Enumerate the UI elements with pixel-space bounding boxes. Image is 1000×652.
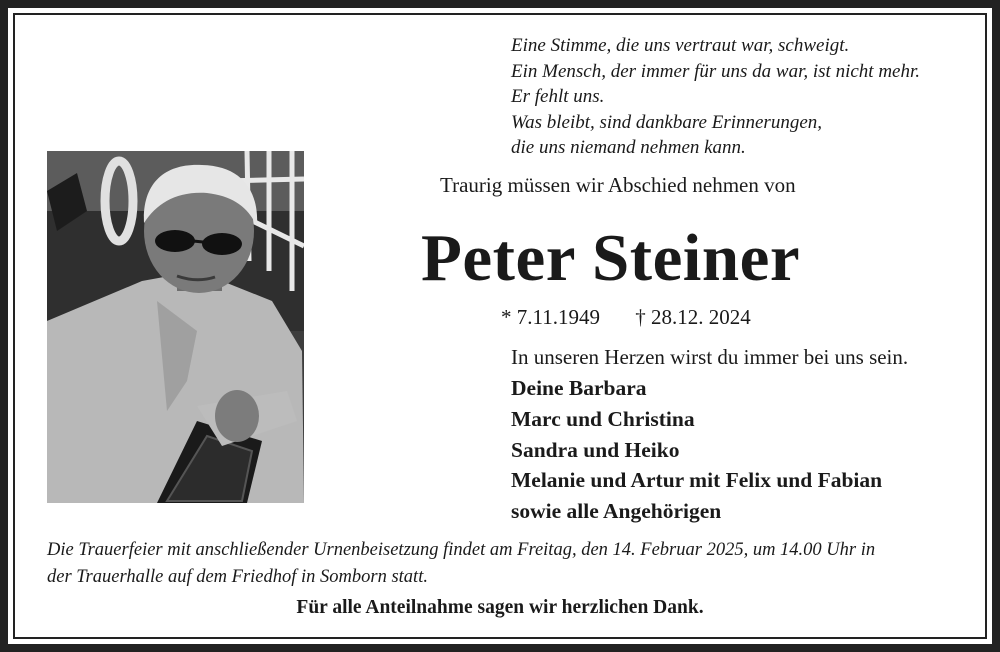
poem [511, 33, 920, 161]
memorial-line: In unseren Herzen wirst du immer bei uns sein. [511, 345, 909, 369]
family-member: sowie alle Angehörigen [511, 499, 722, 524]
family-member: Melanie und Artur mit Felix und Fabian [511, 468, 883, 493]
death-date: † 28.12. 2024 [635, 305, 751, 329]
poem-line: die uns niemand nehmen kann. [511, 137, 746, 158]
family-list [511, 373, 882, 527]
funeral-line: Die Trauerfeier mit anschließender Urnenbeisetzung findet am Freitag, den 14. Februar 2025, um 14.00 Uhr in [47, 540, 876, 560]
life-dates [501, 305, 751, 330]
family-member: Marc und Christina [511, 406, 695, 431]
birth-date: * 7.11.1949 [501, 305, 600, 329]
poem-line: Was bleibt, sind dankbare Erinnerungen, [511, 111, 823, 133]
deceased-name: Peter Steiner [421, 221, 801, 295]
family-member: Sandra und Heiko [511, 437, 680, 462]
portrait-photo [47, 151, 304, 503]
funeral-notice [47, 537, 875, 591]
poem-line: Er fehlt uns. [511, 86, 605, 107]
thanks-line: Für alle Anteilnahme sagen wir herzlichen Dank. [296, 597, 704, 618]
family-member: Deine Barbara [511, 376, 647, 400]
poem-line: Eine Stimme, die uns vertraut war, schweigt. [511, 35, 850, 56]
funeral-line: der Trauerhalle auf dem Friedhof in Somborn statt. [47, 567, 428, 587]
poem-line: Ein Mensch, der immer für uns da war, ist nicht mehr. [511, 60, 921, 82]
intro-text: Traurig müssen wir Abschied nehmen von [440, 173, 796, 197]
